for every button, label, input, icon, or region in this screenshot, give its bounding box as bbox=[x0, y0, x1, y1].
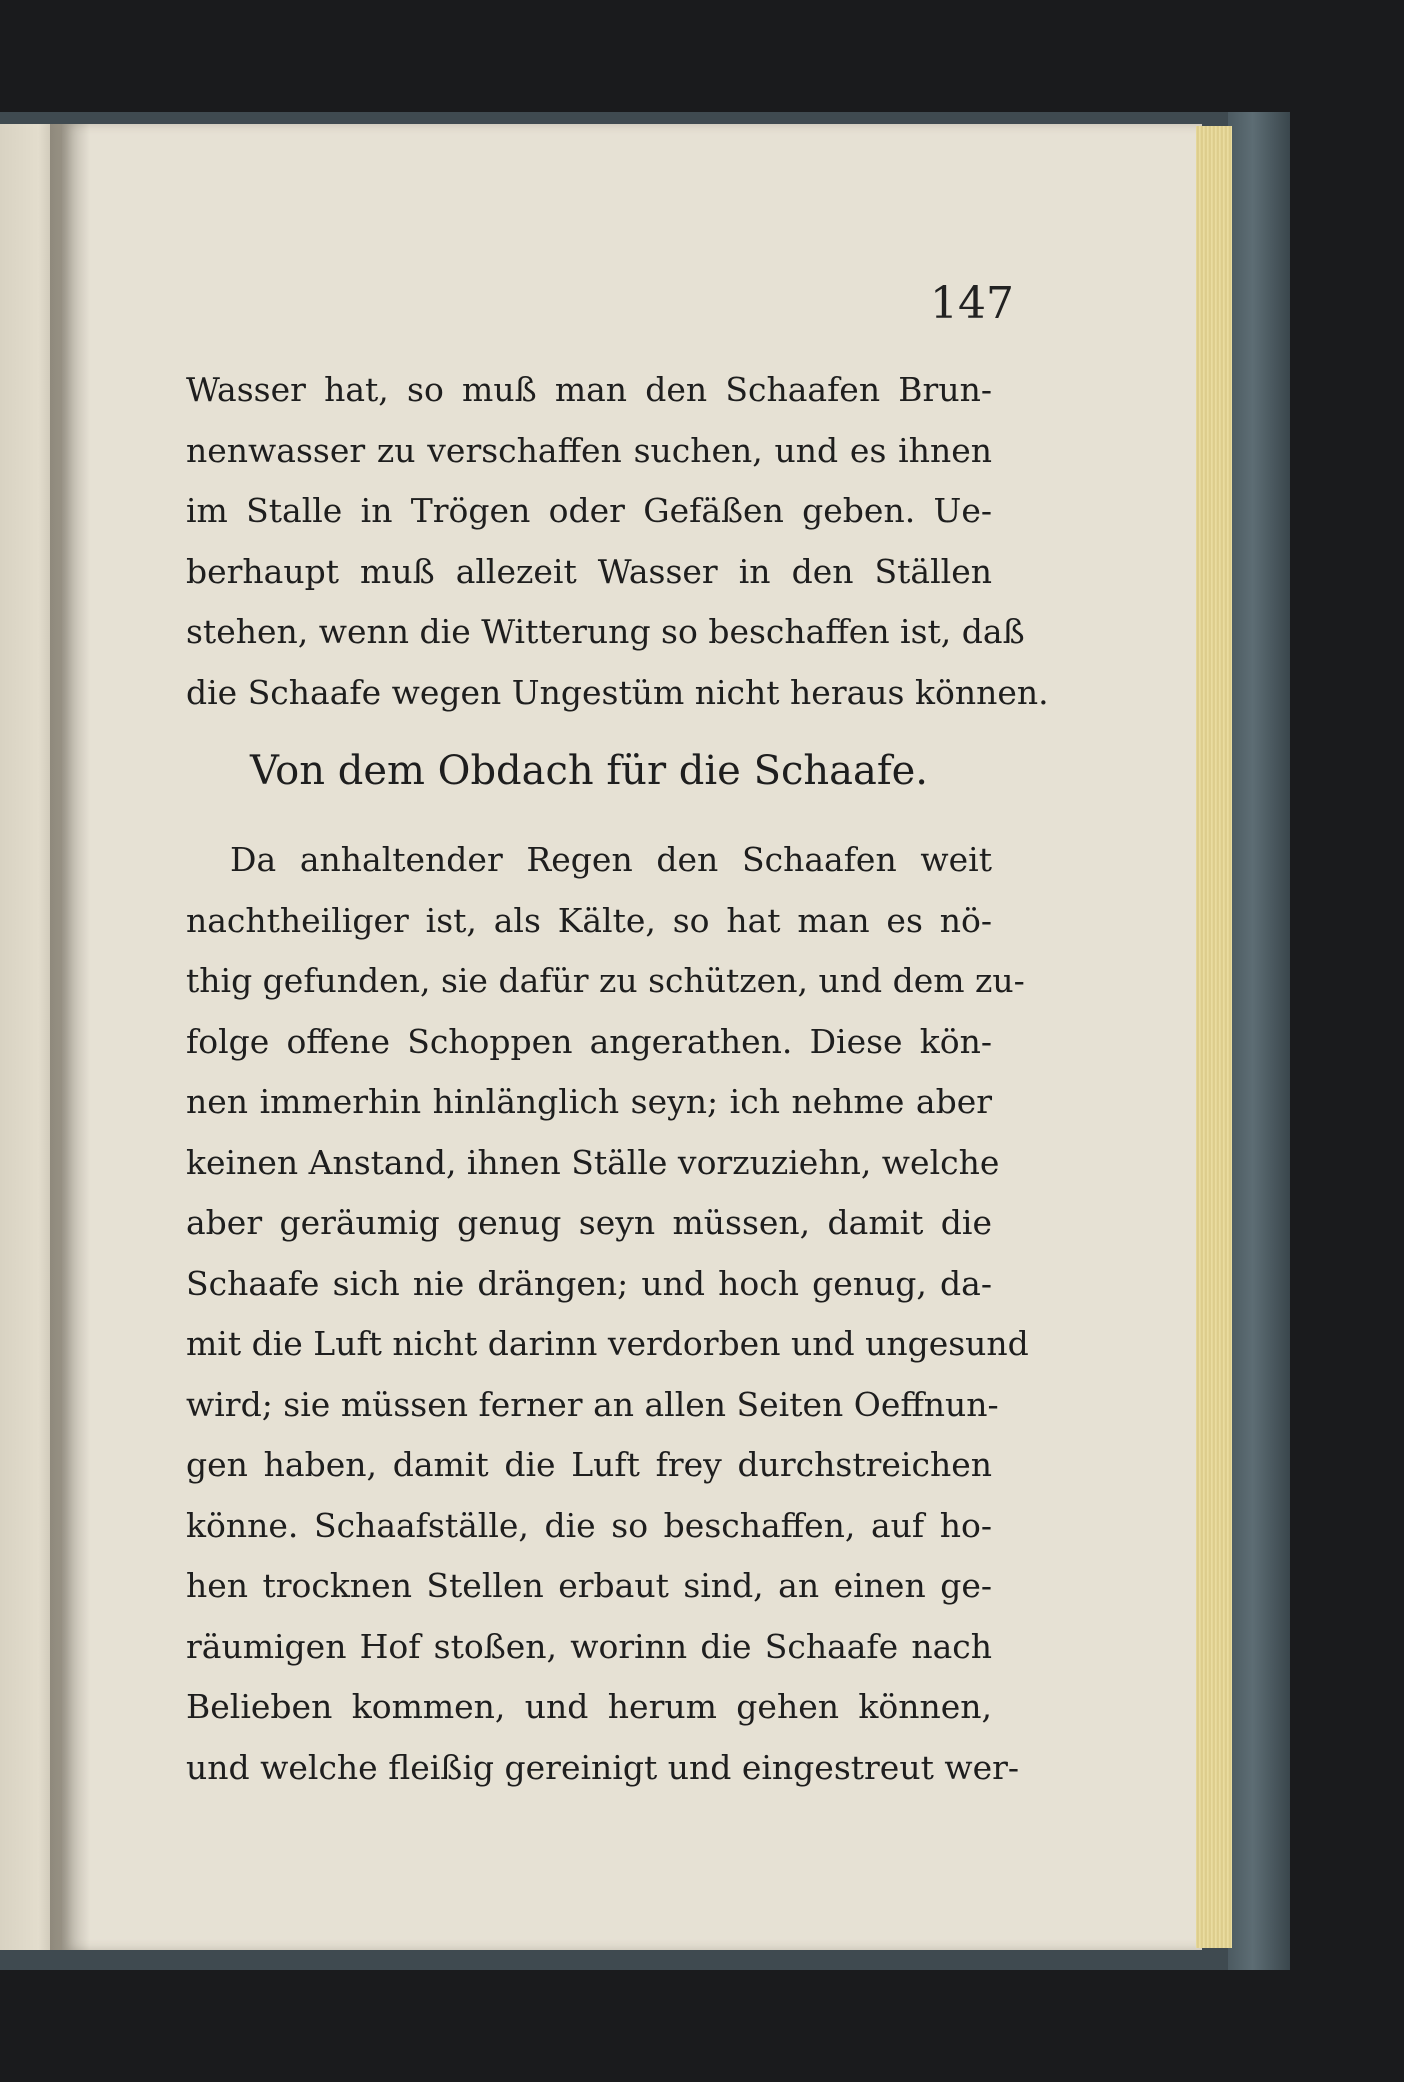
text-line: folge offene Schoppen angerathen. Diese kön- bbox=[186, 1021, 992, 1061]
text-line: berhaupt muß allezeit Wasser in den Ställen bbox=[186, 551, 992, 591]
text-line: Wasser hat, so muß man den Schaafen Brun- bbox=[186, 370, 992, 409]
section-heading: Von dem Obdach für die Schaafe. bbox=[249, 748, 929, 794]
text-line: Belieben kommen, und herum gehen können, bbox=[186, 1687, 992, 1726]
text-line: nen immerhin hinlänglich seyn; ich nehme aber bbox=[186, 1082, 992, 1121]
text-line: stehen, wenn die Witterung so beschaffen ist, daß bbox=[186, 612, 1025, 651]
page-block-edges bbox=[1196, 126, 1232, 1948]
book-cover-edge bbox=[1228, 112, 1290, 1970]
text-line: Schaafe sich nie drängen; und hoch genug, da- bbox=[186, 1263, 992, 1303]
paragraph-1 bbox=[186, 360, 1049, 813]
text-line: Da anhaltender Regen den Schaafen weit bbox=[230, 840, 992, 879]
text-line: hen trocknen Stellen erbaut sind, an einen ge- bbox=[186, 1566, 992, 1605]
text-line: wird; sie müssen ferner an allen Seiten Oeffnun- bbox=[186, 1384, 999, 1424]
text-line: im Stalle in Trögen oder Gefäßen geben. Ue- bbox=[186, 491, 992, 530]
text-line: mit die Luft nicht darinn verdorben und ungesund bbox=[186, 1324, 1029, 1363]
text-line: keinen Anstand, ihnen Ställe vorzuziehn, welche bbox=[186, 1142, 1000, 1182]
page-number: 147 bbox=[930, 278, 1014, 329]
text-line: thig gefunden, sie dafür zu schützen, und dem zu- bbox=[186, 961, 1025, 1000]
text-line: aber geräumig genug seyn müssen, damit die bbox=[186, 1203, 992, 1242]
text-line: räumigen Hof stoßen, worinn die Schaafe nach bbox=[186, 1626, 992, 1666]
text-line: und welche fleißig gereinigt und eingestreut wer- bbox=[186, 1747, 1020, 1787]
paragraph-2 bbox=[186, 830, 1029, 1798]
text-line: gen haben, damit die Luft frey durchstreichen bbox=[186, 1445, 992, 1484]
gutter-shadow bbox=[50, 124, 90, 1950]
text-line: nachtheiliger ist, als Kälte, so hat man es nö- bbox=[186, 900, 992, 940]
text-line: nenwasser zu verschaffen suchen, und es ihnen bbox=[186, 430, 992, 470]
text-line: könne. Schaafställe, die so beschaffen, auf ho- bbox=[186, 1505, 992, 1545]
text-line: die Schaafe wegen Ungestüm nicht heraus können. bbox=[186, 672, 1049, 712]
